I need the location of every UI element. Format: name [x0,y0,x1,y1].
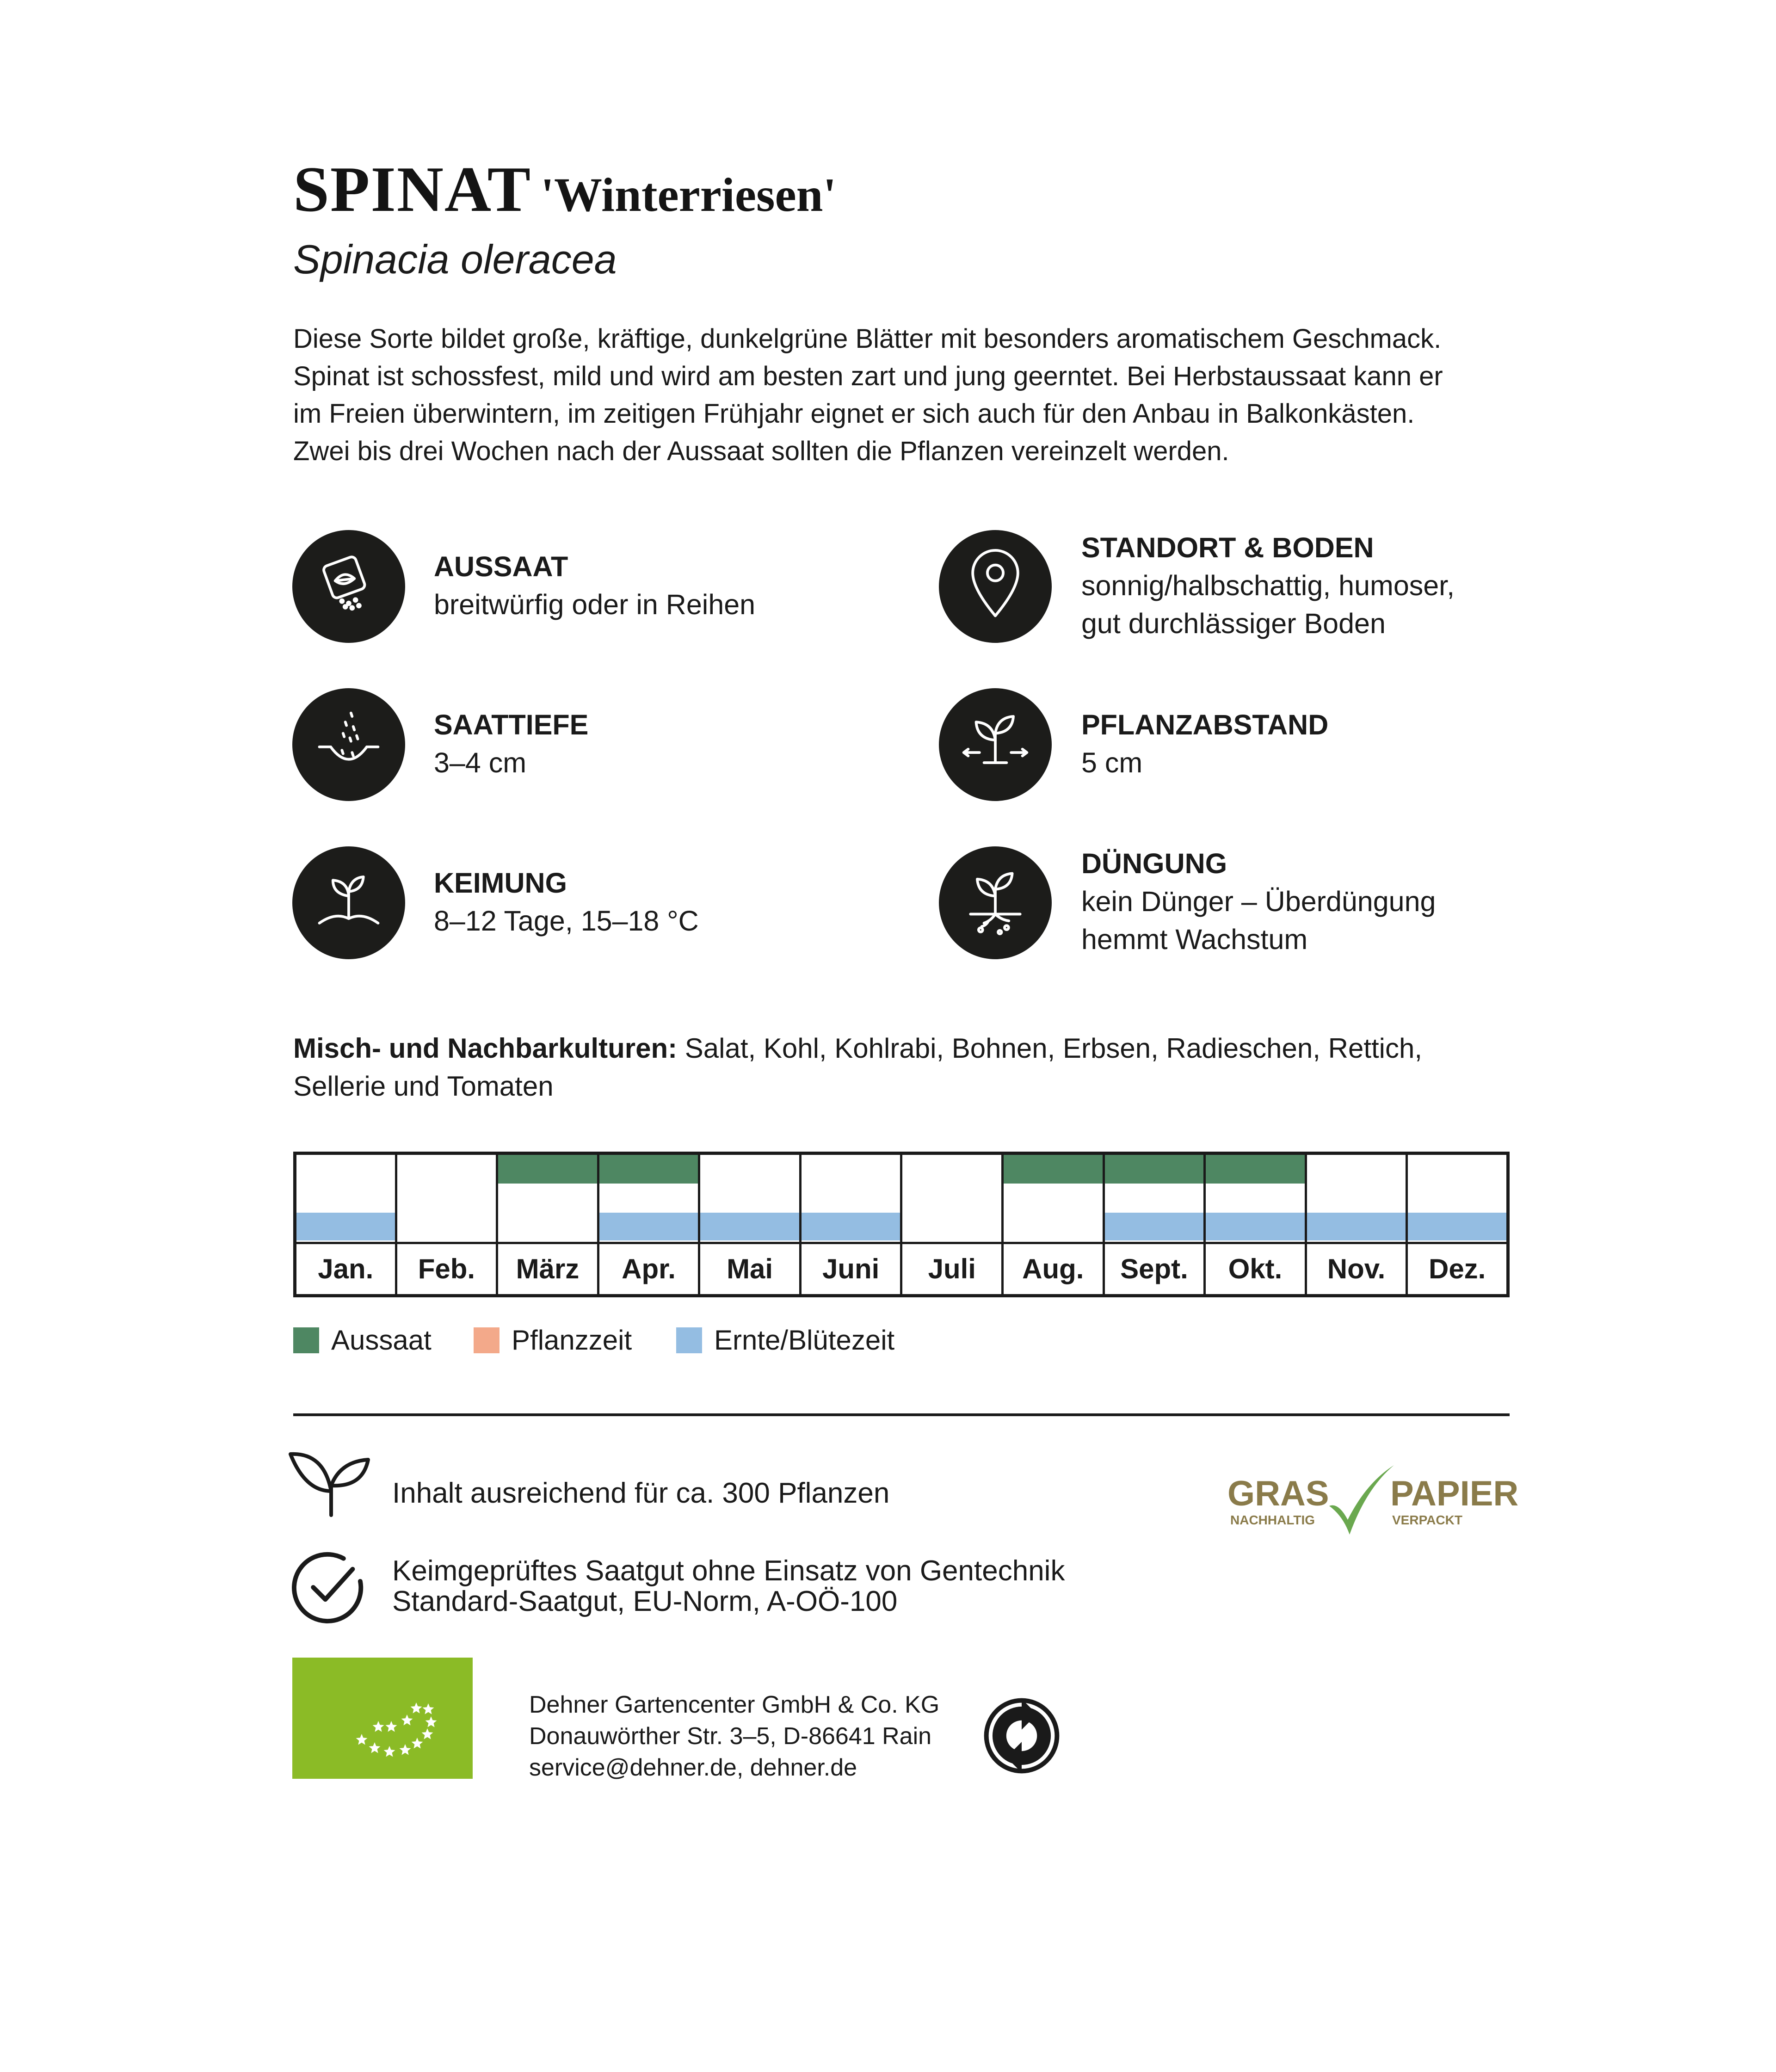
description-line: Spinat ist schossfest, mild und wird am besten zart und jung geerntet. Bei Herbstaussaat kann er [293,361,1443,391]
checkmark-circle-icon [290,1549,366,1625]
aussaat-bar [1105,1155,1204,1184]
eu-star [369,1742,381,1753]
info-value: breitwürfig oder in Reihen [434,589,756,620]
ernte-bar [1408,1213,1506,1240]
description-line: Diese Sorte bildet große, kräftige, dunkelgrüne Blätter mit besonders aromatischem Geschmack. [293,324,1442,354]
calendar-bars [599,1155,698,1242]
calendar-month-cell [1104,1153,1205,1296]
calendar-month-label: Sept. [1105,1242,1204,1294]
calendar-month-label: Jan. [296,1242,395,1294]
info-value: gut durchlässiger Boden [1081,608,1386,639]
calendar-bars [1408,1155,1506,1242]
latin-name: Spinacia oleracea [293,236,617,282]
calendar-month-label: Apr. [599,1242,698,1294]
calendar-month-cell [1306,1153,1407,1296]
calendar-month-cell [396,1153,497,1296]
info-saattiefe [434,706,588,782]
eu-star [412,1738,423,1749]
calendar-month-cell [901,1153,1003,1296]
info-heading: AUSSAAT [434,551,568,582]
company-street: Donauwörther Str. 3–5, D-86641 Rain [529,1723,932,1750]
eu-star [401,1714,413,1726]
companion-label: Misch- und Nachbarkulturen: [293,1033,678,1064]
ernte-bar [700,1213,799,1240]
eu-star [411,1702,422,1714]
eu-star [373,1721,384,1732]
content-info: Inhalt ausreichend für ca. 300 Pflanzen [392,1477,890,1509]
calendar-month-cell [699,1153,801,1296]
calendar-bars [498,1155,597,1242]
quality-line: Keimgeprüftes Saatgut ohne Einsatz von Gentechnik [392,1555,1065,1587]
variety-name: 'Winterriesen' [541,168,837,222]
product-name: SPINAT [293,154,532,225]
calendar-month-label: März [498,1242,597,1294]
eu-star [426,1716,437,1727]
calendar-bars [1105,1155,1204,1242]
quality-line: Standard-Saatgut, EU-Norm, A-OÖ-100 [392,1585,898,1617]
ernte-bar [802,1213,900,1240]
calendar-bars [902,1155,1001,1242]
calendar-month-label: Nov. [1307,1242,1406,1294]
calendar-bars [1206,1155,1305,1242]
fertilizer-icon [939,846,1052,959]
quality-info [392,1556,1065,1617]
plant-leaves-icon [285,1445,377,1519]
gras-sub-nachhaltig: NACHHALTIG [1230,1513,1315,1527]
info-standort [1081,529,1455,642]
calendar-month-cell [598,1153,699,1296]
location-pin-icon [939,530,1052,643]
info-value: 8–12 Tage, 15–18 °C [434,905,699,937]
aussaat-bar [1206,1155,1305,1184]
calendar-month-label: Aug. [1004,1242,1103,1294]
eu-star [356,1734,368,1745]
calendar-month-label: Mai [700,1242,799,1294]
calendar-month-label: Juni [802,1242,900,1294]
info-value: sonnig/halbschattig, humoser, [1081,570,1455,601]
recycling-logo [983,1697,1060,1774]
info-heading: STANDORT & BODEN [1081,532,1374,563]
seed-depth-icon [292,688,405,801]
companion-plants [293,1030,1542,1105]
ernte-bar [1206,1213,1305,1240]
description-line: im Freien überwintern, im zeitigen Frühjahr eignet er sich auch für den Anbau in Balkonkästen. [293,399,1415,429]
info-heading: DÜNGUNG [1081,848,1227,879]
description-line: Zwei bis drei Wochen nach der Aussaat sollten die Pflanzen vereinzelt werden. [293,436,1229,466]
info-value: hemmt Wachstum [1081,924,1308,955]
info-value: kein Dünger – Überdüngung [1081,886,1436,917]
calendar-month-cell [1205,1153,1306,1296]
papier-word: PAPIER [1390,1474,1519,1513]
calendar-month-cell [497,1153,598,1296]
info-heading: SAATTIEFE [434,709,589,740]
eu-star [422,1728,433,1739]
info-keimung [434,864,699,940]
description [293,320,1542,470]
calendar-bars [296,1155,395,1242]
info-heading: PFLANZABSTAND [1081,709,1329,740]
legend-swatch-aussaat [293,1327,319,1353]
page-title [293,154,837,225]
calendar-month-label: Okt. [1206,1242,1305,1294]
legend-label: Pflanzzeit [512,1325,632,1356]
calendar-month-label: Dez. [1408,1242,1506,1294]
calendar-month-label: Juli [902,1242,1001,1294]
calendar-bars [1307,1155,1406,1242]
sprout-icon [292,846,405,959]
info-pflanzabstand [1081,706,1328,782]
aussaat-bar [599,1155,698,1184]
calendar-bars [700,1155,799,1242]
info-aussaat [434,548,755,623]
aussaat-bar [1004,1155,1103,1184]
calendar-month-cell [1003,1153,1104,1296]
calendar-month-label: Feb. [397,1242,496,1294]
company-contact: service@dehner.de, dehner.de [529,1754,857,1781]
info-value: 5 cm [1081,747,1143,778]
aussaat-bar [498,1155,597,1184]
info-duengung [1081,845,1436,958]
companion-line-2: Sellerie und Tomaten [293,1071,554,1102]
calendar-month-cell [295,1153,396,1296]
company-name: Dehner Gartencenter GmbH & Co. KG [529,1691,940,1718]
eu-star [384,1746,395,1757]
legend-label: Aussaat [331,1325,432,1356]
sowing-calendar [293,1152,1510,1297]
eu-organic-logo [292,1658,473,1779]
divider [293,1413,1510,1416]
ernte-bar [296,1213,395,1240]
company-address [529,1689,939,1783]
ernte-bar [1105,1213,1204,1240]
gras-word: GRAS [1227,1474,1329,1513]
plant-spacing-icon [939,688,1052,801]
calendar-bars [397,1155,496,1242]
calendar-month-cell [1407,1153,1508,1296]
ernte-bar [1307,1213,1406,1240]
ernte-bar [599,1213,698,1240]
eu-star [423,1703,434,1714]
info-heading: KEIMUNG [434,867,567,899]
legend-swatch-ernte [676,1327,702,1353]
calendar-bars [802,1155,900,1242]
eu-star [386,1721,397,1732]
companion-line-1 [293,1030,1542,1067]
gras-sub-verpackt: VERPACKT [1392,1513,1462,1527]
calendar-month-cell [800,1153,901,1296]
eu-star [400,1744,411,1755]
legend-swatch-pflanzzeit [474,1327,500,1353]
calendar-bars [1004,1155,1103,1242]
check-icon [1326,1465,1396,1539]
info-value: 3–4 cm [434,747,527,778]
seed-packet-icon [292,530,405,643]
graspapier-logo [1227,1465,1519,1539]
companion-list: Salat, Kohl, Kohlrabi, Bohnen, Erbsen, Radieschen, Rettich, [677,1033,1423,1064]
legend-label: Ernte/Blütezeit [714,1325,895,1356]
